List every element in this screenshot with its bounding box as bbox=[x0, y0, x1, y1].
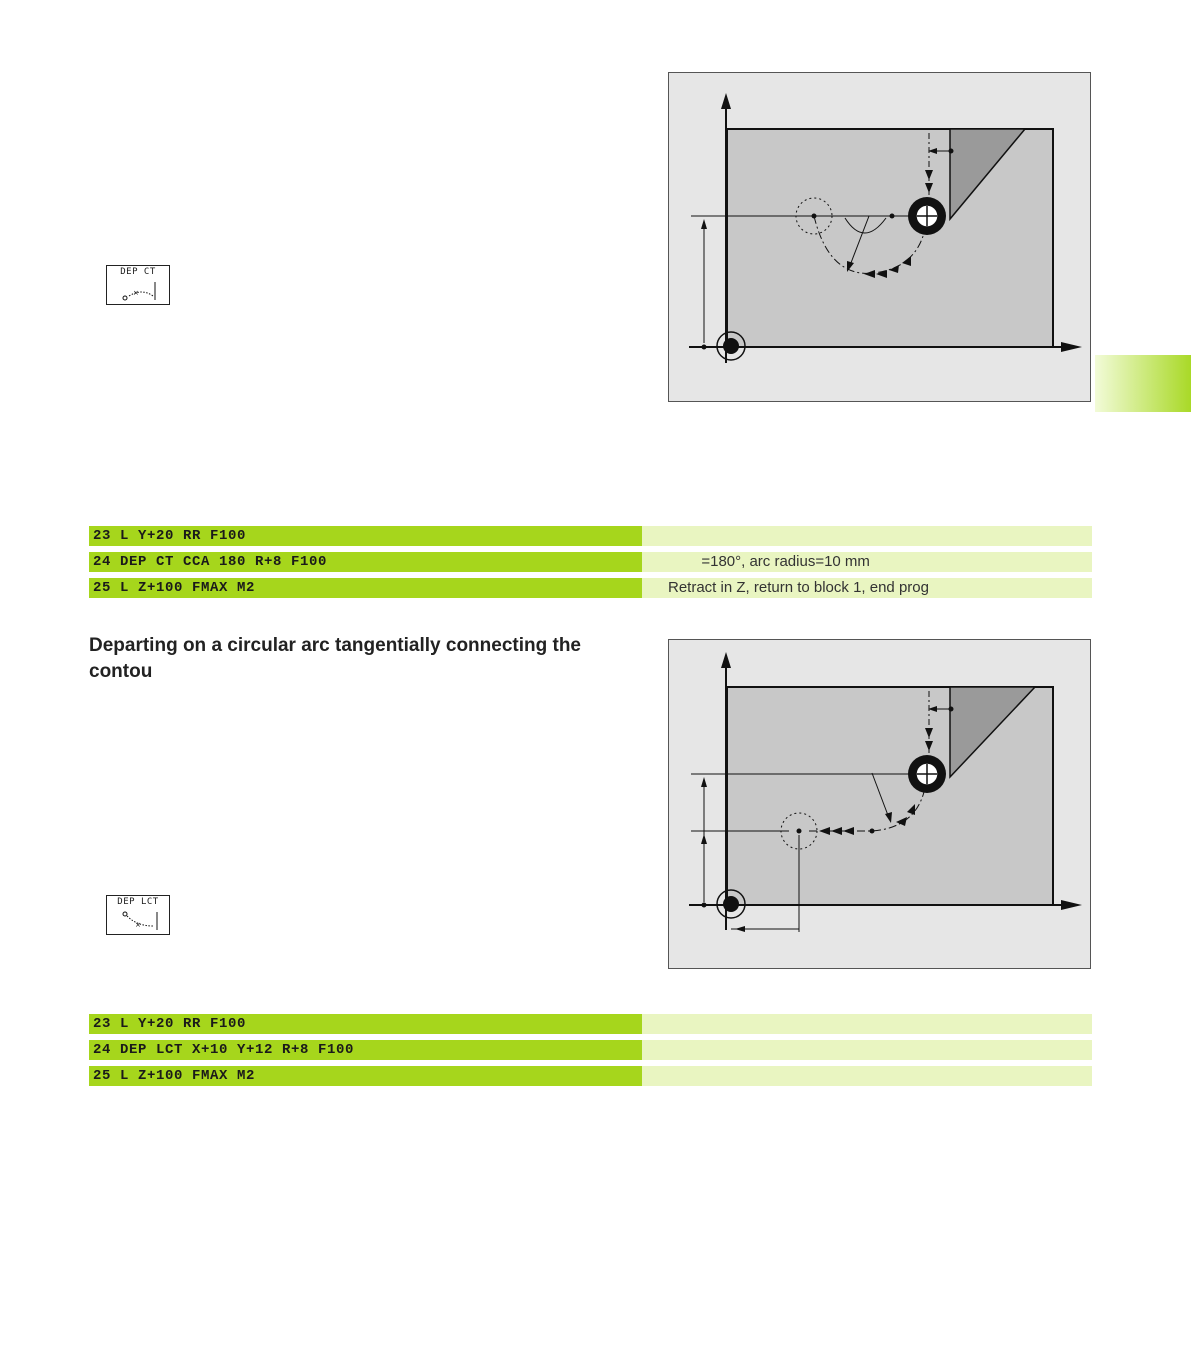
chapter-tab-marker bbox=[1095, 355, 1191, 412]
program-code: 25 L Z+100 FMAX M2 bbox=[89, 578, 642, 598]
program-code: 23 L Y+20 RR F100 bbox=[89, 526, 642, 546]
program-row bbox=[89, 526, 1092, 546]
program-block-2 bbox=[89, 1014, 1092, 1092]
program-comment: Retract in Z, return to block 1, end prog bbox=[642, 578, 1092, 598]
program-code: 23 L Y+20 RR F100 bbox=[89, 1014, 642, 1034]
program-row bbox=[89, 552, 1092, 572]
dep-lct-key-label: DEP LCT bbox=[117, 897, 159, 907]
program-comment bbox=[642, 1066, 1092, 1086]
svg-text:×: × bbox=[135, 921, 141, 929]
program-row bbox=[89, 578, 1092, 598]
program-row bbox=[89, 1066, 1092, 1086]
program-comment: =180°, arc radius=10 mm bbox=[642, 552, 1092, 572]
section-heading: Departing on a circular arc tangentially connecting the contou bbox=[89, 635, 581, 682]
program-row bbox=[89, 1014, 1092, 1034]
program-comment bbox=[642, 526, 1092, 546]
program-code: 25 L Z+100 FMAX M2 bbox=[89, 1066, 642, 1086]
program-code: 24 DEP CT CCA 180 R+8 F100 bbox=[89, 552, 642, 572]
program-code: 24 DEP LCT X+10 Y+12 R+8 F100 bbox=[89, 1040, 642, 1060]
figure-dep-lct bbox=[668, 639, 1091, 969]
program-comment bbox=[642, 1040, 1092, 1060]
dep-ct-key-label: DEP CT bbox=[120, 267, 156, 277]
dep-ct-key-icon[interactable] bbox=[106, 265, 170, 305]
program-comment bbox=[642, 1014, 1092, 1034]
svg-text:×: × bbox=[133, 289, 139, 297]
program-block-1 bbox=[89, 526, 1092, 604]
figure-dep-ct bbox=[668, 72, 1091, 402]
program-row bbox=[89, 1040, 1092, 1060]
dep-lct-key-icon[interactable] bbox=[106, 895, 170, 935]
